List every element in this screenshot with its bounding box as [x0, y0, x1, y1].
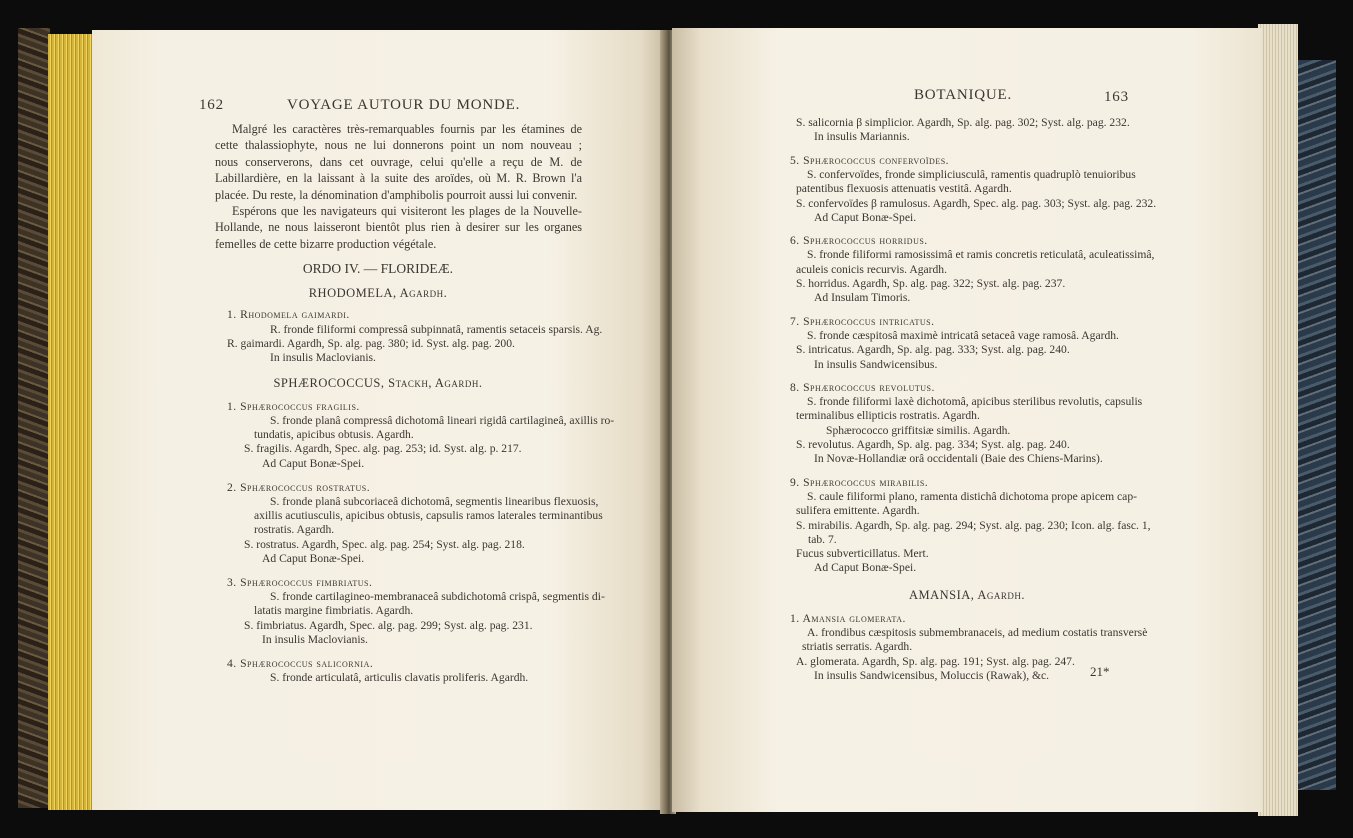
- species-line: S. confervoïdes β ramulosus. Agardh, Spec. alg. pag. 303; Syst. alg. pag. 232.: [796, 196, 1157, 210]
- right-page-edges: [1258, 24, 1298, 816]
- right-page: [672, 28, 1262, 812]
- species-heading: 2. Sphærococcus rostratus.: [227, 480, 371, 494]
- species-line: Ad Caput Bonæ-Spei.: [262, 551, 365, 565]
- species-heading: 9. Sphærococcus mirabilis.: [790, 475, 929, 489]
- left-page: [92, 30, 664, 810]
- species-line: In insulis Maclovianis.: [262, 632, 368, 646]
- species-line: S. mirabilis. Agardh, Sp. alg. pag. 294; Syst. alg. pag. 230; Icon. alg. fasc. 1,: [796, 518, 1151, 532]
- paragraph-line: placée. Du reste, la dénomination d'amphibolis pourroit aussi lui convenir.: [215, 187, 578, 202]
- species-line: S. confervoïdes, fronde simpliciusculâ, ramentis quadruplò tenuioribus: [807, 167, 1136, 181]
- species-heading: 4. Sphærococcus salicornia.: [227, 657, 374, 670]
- right-running-head: BOTANIQUE.: [914, 87, 1013, 103]
- species-line: patentibus flexuosis attenuatis vestitâ. Agardh.: [796, 182, 1012, 196]
- species-line: S. revolutus. Agardh, Sp. alg. pag. 334; Syst. alg. pag. 240.: [796, 438, 1070, 451]
- species-heading: 8. Sphærococcus revolutus.: [790, 380, 935, 394]
- species-line: Sphærococco griffitsiæ similis. Agardh.: [826, 423, 1011, 437]
- species-line: aculeis conicis recurvis. Agardh.: [796, 262, 947, 276]
- species-line: S. rostratus. Agardh, Spec. alg. pag. 254; Syst. alg. pag. 218.: [244, 537, 525, 551]
- left-board-marbling: [18, 28, 50, 808]
- species-line: In insulis Mariannis.: [814, 130, 910, 144]
- species-line: tundatis, apicibus obtusis. Agardh.: [254, 428, 414, 442]
- species-line: S. fronde articulatâ, articulis clavatis proliferis. Agardh.: [270, 671, 529, 685]
- species-line: R. gaimardi. Agardh, Sp. alg. pag. 380; id. Syst. alg. pag. 200.: [227, 337, 515, 350]
- species-heading: 7. Sphærococcus intricatus.: [790, 314, 935, 328]
- species-line: Ad Caput Bonæ-Spei.: [262, 456, 365, 470]
- genus-heading: SPHÆROCOCCUS, Stackh, Agardh.: [273, 375, 483, 390]
- species-heading: 1. Amansia glomerata.: [790, 611, 906, 625]
- species-line: S. fronde planâ subcoriaceâ dichotomâ, segmentis linearibus flexuosis,: [270, 495, 599, 508]
- species-line: striatis serratis. Agardh.: [802, 640, 913, 654]
- left-running-head: VOYAGE AUTOUR DU MONDE.: [287, 97, 521, 113]
- species-line: In Novæ-Hollandiæ orâ occidentali (Baie des Chiens-Marins).: [814, 452, 1103, 466]
- species-line: sulifera emittente. Agardh.: [796, 504, 920, 518]
- species-heading: 5. Sphærococcus confervoïdes.: [790, 153, 950, 167]
- left-gilt-edge: [48, 34, 94, 810]
- species-line: S. caule filiformi plano, ramenta distichâ dichotoma prope apicem cap-: [807, 489, 1137, 503]
- species-line: latatis margine fimbriatis. Agardh.: [254, 604, 414, 618]
- order-heading: ORDO IV. — FLORIDEÆ.: [302, 261, 454, 277]
- species-line: S. fimbriatus. Agardh, Spec. alg. pag. 299; Syst. alg. pag. 231.: [244, 618, 533, 632]
- species-heading: 3. Sphærococcus fimbriatus.: [227, 576, 373, 589]
- species-line: A. glomerata. Agardh, Sp. alg. pag. 191; Syst. alg. pag. 247.: [796, 654, 1075, 668]
- species-line: terminalibus ellipticis rostratis. Agardh.: [796, 409, 980, 423]
- species-line: In insulis Sandwicensibus.: [814, 357, 938, 371]
- genus-heading: AMANSIA, Agardh.: [908, 587, 1026, 602]
- species-line: Fucus subverticillatus. Mert.: [796, 547, 929, 561]
- species-line: S. intricatus. Agardh, Sp. alg. pag. 333; Syst. alg. pag. 240.: [796, 343, 1070, 357]
- species-line: S. fragilis. Agardh, Spec. alg. pag. 253; id. Syst. alg. p. 217.: [244, 442, 522, 456]
- paragraph-line: nous conserverons, dans cet ouvrage, celui qu'elle a reçu de M. de: [215, 154, 582, 169]
- paragraph-line: femelles de cette bizarre production végétale.: [215, 236, 437, 251]
- species-line: R. fronde filiformi compressâ subpinnatâ, ramentis setaceis sparsis. Ag.: [270, 322, 603, 336]
- species-line: In insulis Maclovianis.: [270, 351, 376, 365]
- species-line: In insulis Sandwicensibus, Moluccis (Rawak), &c.: [814, 668, 1050, 682]
- species-line: S. fronde filiformi laxè dichotomâ, apicibus sterilibus revolutis, capsulis: [807, 395, 1143, 409]
- species-line: axillis acutiusculis, apicibus obtusis, capsulis ramos laterales terminantibus: [254, 509, 603, 523]
- species-line: Ad Insulam Timoris.: [814, 291, 911, 305]
- species-line: Ad Caput Bonæ-Spei.: [814, 210, 917, 224]
- right-page-number: 163: [1104, 89, 1129, 105]
- paragraph-line: Malgré les caractères très-remarquables fournis par les étamines de: [232, 122, 582, 136]
- species-line: S. fronde cartilagineo-membranaceâ subdichotomâ crispâ, segmentis di-: [270, 590, 605, 604]
- species-line: S. fronde planâ compressâ dichotomâ lineari rigidâ cartilagineâ, axillis ro-: [270, 414, 615, 427]
- species-line: rostratis. Agardh.: [254, 523, 335, 537]
- species-heading: 6. Sphærococcus horridus.: [790, 234, 928, 248]
- right-board-marbling: [1296, 60, 1336, 790]
- genus-heading: RHODOMELA, Agardh.: [308, 286, 448, 301]
- species-line: S. fronde filiformi ramosissimâ et ramis concretis reticulatâ, aculeatissimâ,: [807, 248, 1155, 262]
- species-heading: 1. Sphærococcus fragilis.: [227, 399, 360, 413]
- species-line: S. fronde cæspitosâ maximè intricatâ setaceâ vage ramosâ. Agardh.: [807, 328, 1119, 342]
- paragraph-line: Labillardière, en la laissant à la suite des aroïdes, où M. R. Brown l'a: [215, 171, 582, 186]
- paragraph-line: Espérons que les navigateurs qui visiteront les plages de la Nouvelle-: [232, 204, 582, 218]
- species-line: tab. 7.: [808, 532, 837, 546]
- signature-mark: 21*: [1090, 664, 1110, 679]
- paragraph-line: Hollande, ne nous laisseront bientôt plus rien à desirer sur les organes: [215, 220, 582, 235]
- left-page-number: 162: [199, 97, 224, 113]
- species-line: S. salicornia β simplicior. Agardh, Sp. alg. pag. 302; Syst. alg. pag. 232.: [796, 116, 1130, 129]
- species-line: Ad Caput Bonæ-Spei.: [814, 561, 917, 575]
- species-heading: 1. Rhodomela gaimardi.: [227, 308, 350, 322]
- species-line: A. frondibus cæspitosis submembranaceis, ad medium costatis transversè: [807, 626, 1148, 639]
- paragraph-line: cette thalassiophyte, nous ne lui donnerons point un nom nouveau ;: [215, 138, 582, 153]
- species-line: S. horridus. Agardh, Sp. alg. pag. 322; Syst. alg. pag. 237.: [796, 277, 1066, 290]
